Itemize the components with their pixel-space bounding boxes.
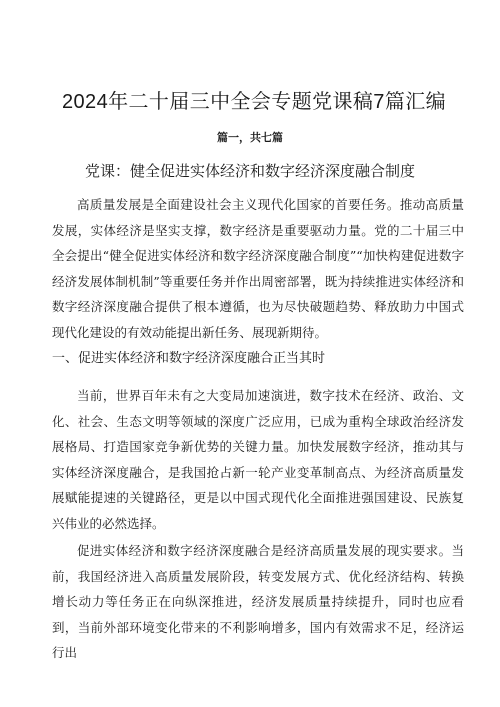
- section-heading: 一、促进实体经济和数字经济深度融合正当其时: [52, 351, 326, 366]
- paragraph: 当前，世界百年未有之大变局加速演进，数字技术在经济、政治、文化、社会、生态文明等领域的深度广泛应用，已成为重构全球政治经济发展格局、打造国家竞争新优势的关键力量。加快发展数字经济，推动其与实体经济深度融合，是我国抢占新一轮产业变革制高点、为经济高质量发展赋能提速的关键路径，更是以中国式现代化全面推进强国建设、民族复兴伟业的必然选择。: [52, 388, 464, 531]
- paragraph: 促进实体经济和数字经济深度融合是经济高质量发展的现实要求。当前，我国经济进入高质量发展阶段，转变发展方式、优化经济结构、转换增长动力等任务正在向纵深推进，经济发展质量持续提升，同时也应看到，当前外部环境变化带来的不利影响增多，国内有效需求不足，经济运行出: [52, 543, 464, 660]
- paragraph: 高质量发展是全面建设社会主义现代化国家的首要任务。推动高质量发展，实体经济是坚实支撑，数字经济是重要驱动力量。党的二十届三中全会提出“健全促进实体经济和数字经济深度融合制度”“加快构建促进数字经济发展体制机制”等重要任务并作出周密部署，既为持续推进实体经济和数字经济深度融合提供了根本遵循，也为尽快破题趋势、释放助力中国式现代化建设的有效动能提出新任务、展现新期待。: [52, 197, 464, 340]
- document-title: 2024年二十届三中全会专题党课稿7篇汇编: [62, 91, 447, 113]
- article-title: 党课：健全促进实体经济和数字经济深度融合制度: [84, 162, 415, 180]
- section-count: 篇一，共七篇: [217, 131, 283, 144]
